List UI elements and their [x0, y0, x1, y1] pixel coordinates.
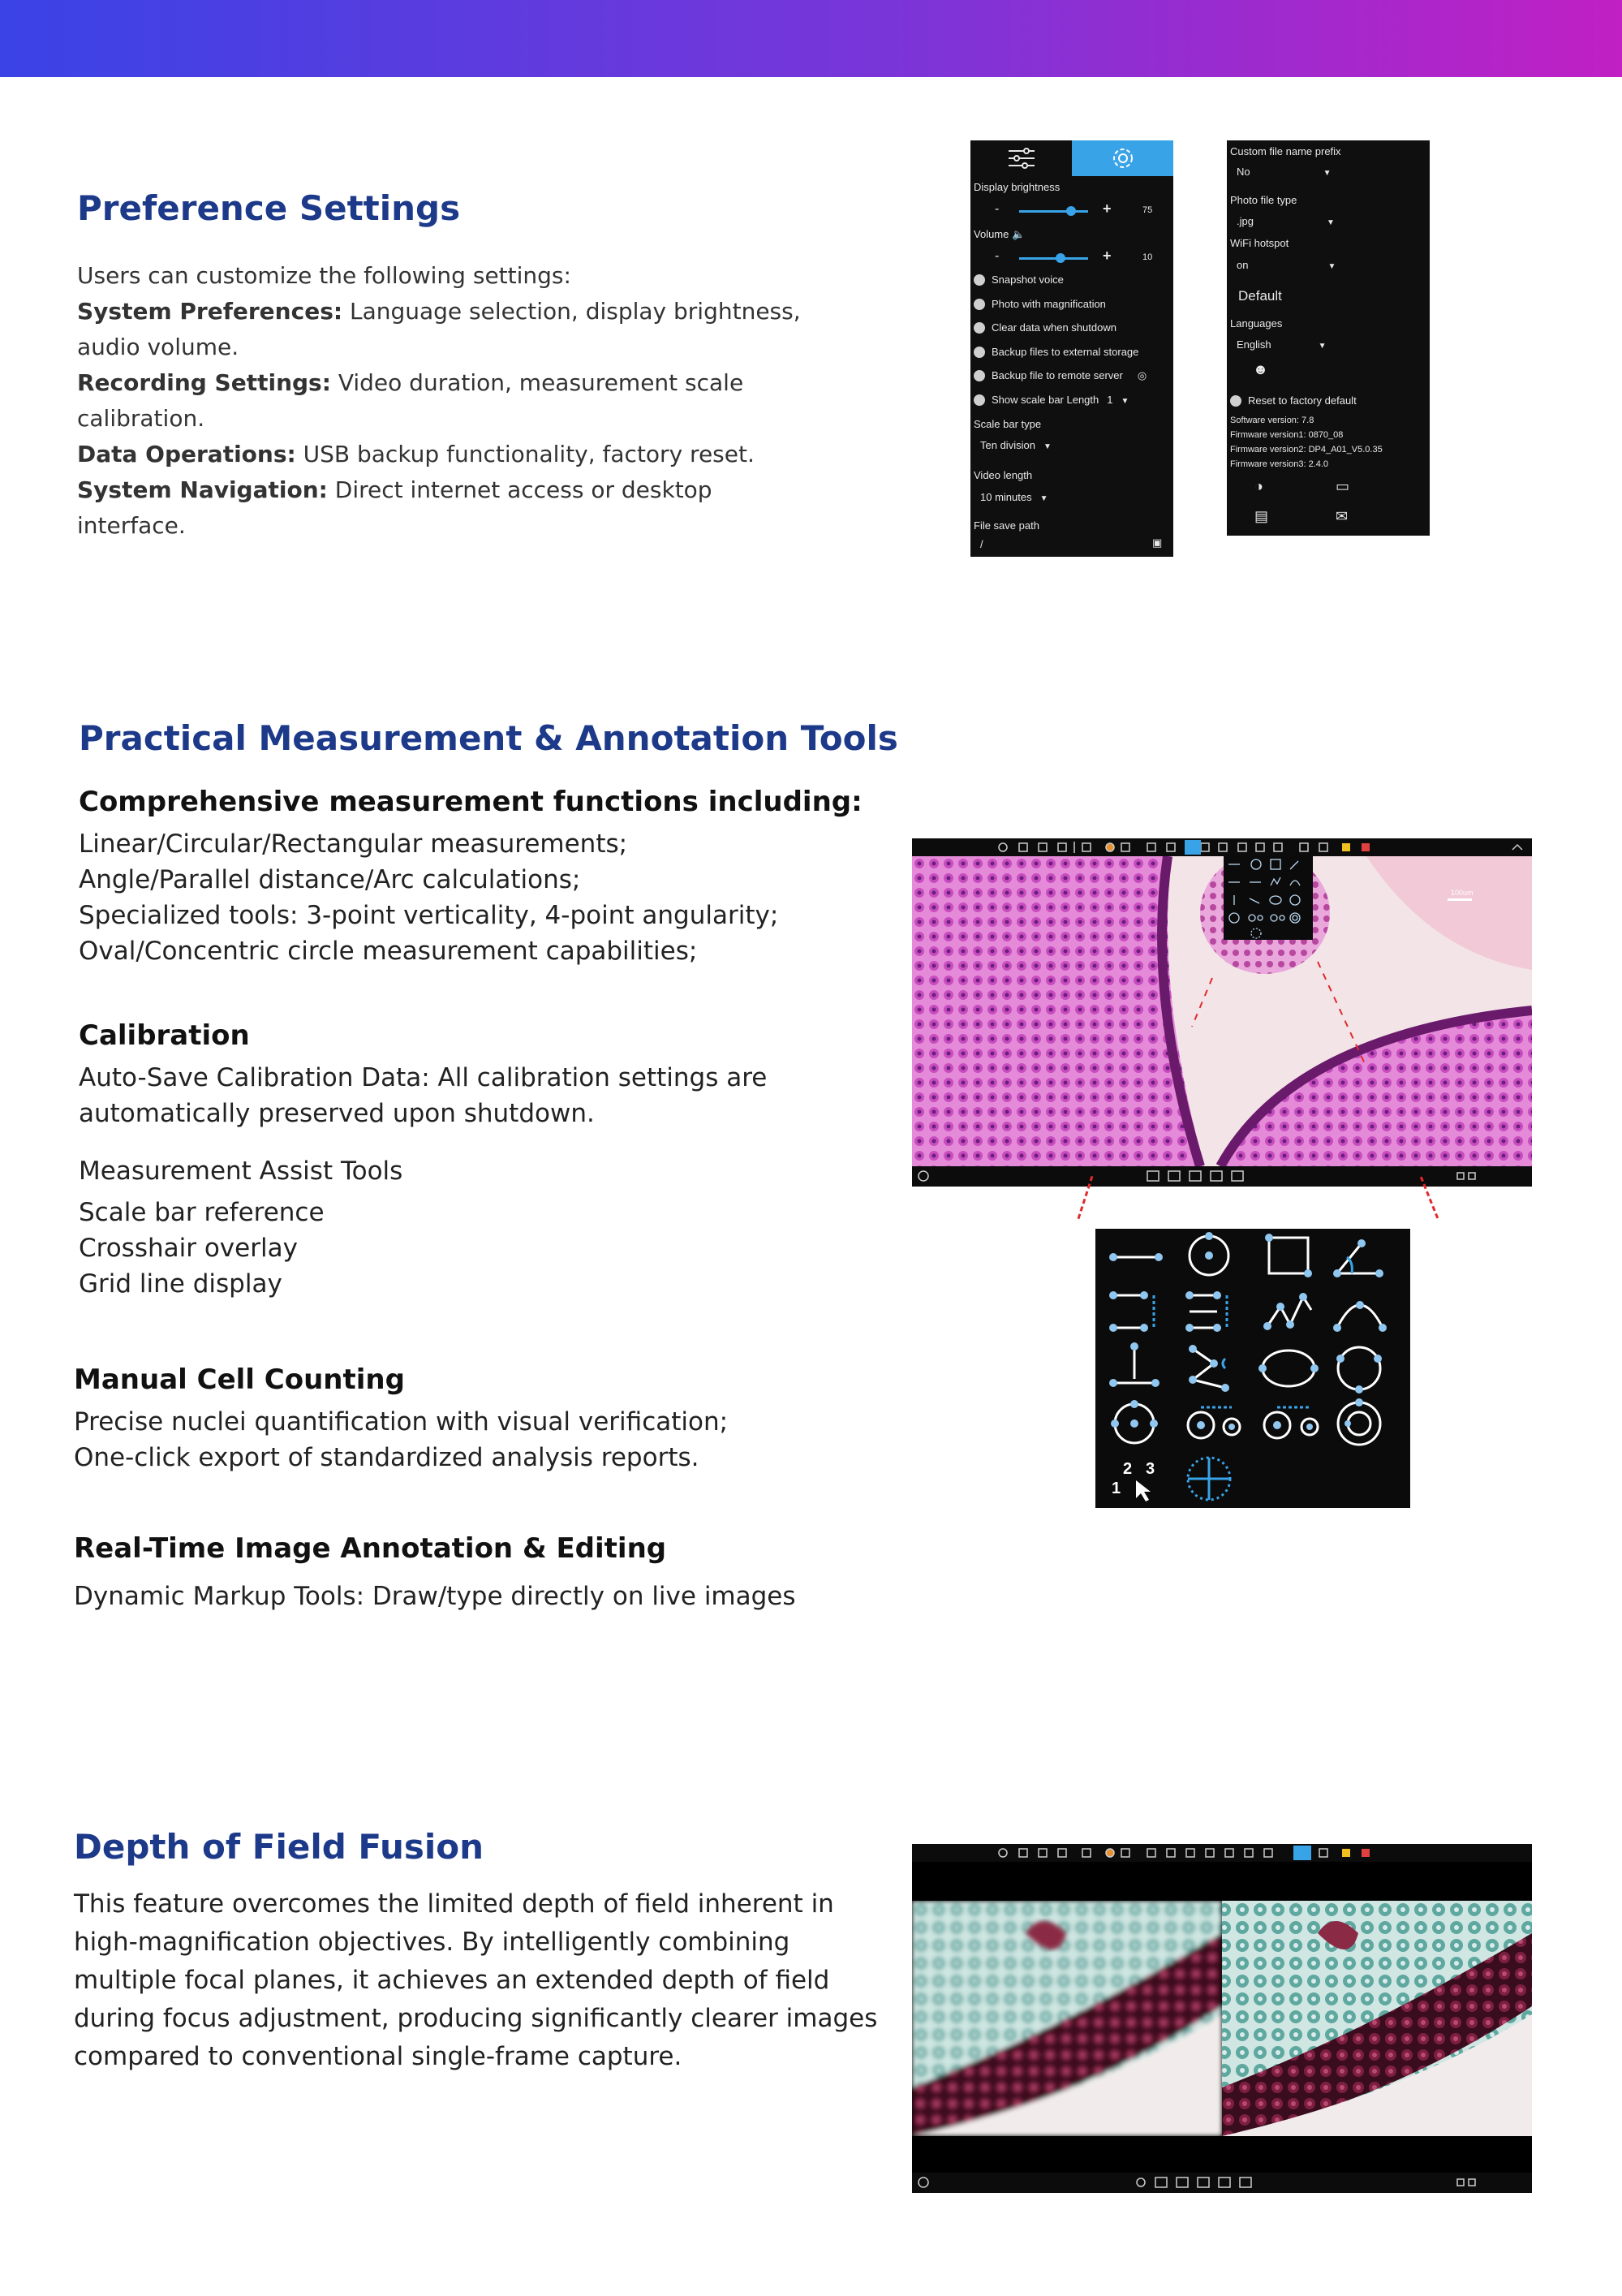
preference-intro: Users can customize the following settings:	[77, 262, 571, 289]
svg-text:1: 1	[1112, 1480, 1121, 1497]
measurement-subtitle: Comprehensive measurement functions including:	[79, 786, 863, 818]
assist-line: Scale bar reference	[79, 1198, 325, 1227]
video-length-label: Video length	[974, 469, 1033, 481]
measurement-title: Practical Measurement & Annotation Tools	[79, 718, 898, 758]
globe-icon: ◎	[1137, 369, 1147, 381]
video-length-select[interactable]: 10 minutes ▼	[980, 491, 1048, 503]
photo-type-select[interactable]: .jpg ▼	[1237, 215, 1335, 227]
wifi-select[interactable]: on ▼	[1237, 259, 1336, 271]
chevron-down-icon: ▼	[1323, 169, 1332, 178]
scale-bar-type-label: Scale bar type	[974, 418, 1042, 430]
toolbar-icons	[912, 838, 1532, 856]
two-circle-distance-tool-icon	[1188, 1407, 1240, 1438]
check-icon	[974, 322, 985, 334]
calibration-title: Calibration	[79, 1019, 250, 1052]
preference-item: System Preferences: Language selection, display brightness, audio volume.	[77, 298, 801, 360]
bottom-toolbar-icons	[912, 2173, 1532, 2193]
fusion-line: This feature overcomes the limited depth of field inherent in	[74, 1889, 834, 1919]
reset-factory-button[interactable]: Reset to factory default	[1230, 394, 1357, 407]
perpendicular-tool-icon	[1113, 1346, 1155, 1383]
calibration-line: automatically preserved upon shutdown.	[79, 1099, 595, 1128]
four-point-angle-tool-icon	[1193, 1349, 1225, 1388]
measurement-line: Linear/Circular/Rectangular measurements;	[79, 829, 628, 859]
measurement-tool-palette	[1095, 1229, 1410, 1508]
tool-dropdown-icons	[1224, 856, 1313, 940]
settings-panel-right	[1227, 140, 1430, 536]
fusion-line: compared to conventional single-frame capture.	[74, 2042, 682, 2071]
chevron-down-icon: ▼	[1039, 494, 1048, 503]
assist-line: Crosshair overlay	[79, 1234, 298, 1263]
chevron-down-icon: ▼	[1327, 262, 1336, 271]
svg-text:2: 2	[1123, 1460, 1133, 1478]
volume-value: 10	[1142, 252, 1153, 262]
measurement-line: Specialized tools: 3-point verticality, 4-point angularity;	[79, 901, 779, 930]
top-toolbar	[912, 838, 1532, 856]
multi-parallel-tool-icon	[1190, 1295, 1227, 1328]
file-save-path-value: /	[980, 538, 983, 550]
scale-bar-label: 100um	[1451, 889, 1474, 897]
chevron-down-icon: ▼	[1121, 397, 1129, 406]
wifi-label: WiFi hotspot	[1230, 237, 1289, 249]
user-settings-icon[interactable]: ☻	[1253, 361, 1268, 377]
three-point-circle-tool-icon	[1338, 1347, 1380, 1389]
preference-description	[77, 258, 807, 544]
languages-label: Languages	[1230, 317, 1283, 330]
tissue-image	[912, 856, 1532, 1166]
bottom-toolbar-icons	[912, 1166, 1532, 1187]
sliders-icon	[1007, 146, 1036, 170]
microscope-measurement-screenshot	[912, 838, 1532, 1187]
firmware-version-3: Firmware version3: 2.4.0	[1230, 459, 1329, 469]
chevron-down-icon: ▼	[1318, 342, 1327, 351]
preference-item: Data Operations: USB backup functionality, factory reset.	[77, 441, 755, 467]
toggle-backup-remote[interactable]: Backup file to remote server ◎	[974, 369, 1147, 382]
volume-slider[interactable]	[1019, 257, 1088, 260]
top-toolbar	[912, 1844, 1532, 1862]
check-icon	[974, 370, 985, 381]
calibration-line: Auto-Save Calibration Data: All calibration settings are	[79, 1063, 768, 1092]
header-gradient-bar	[0, 0, 1622, 77]
bottom-toolbar	[912, 1166, 1532, 1187]
chevron-down-icon: ▼	[1326, 218, 1335, 227]
browser-icon[interactable]: ◑	[1254, 478, 1263, 494]
measurement-line: Oval/Concentric circle measurement capabilities;	[79, 937, 698, 966]
settings-panel-left	[970, 140, 1173, 557]
assist-line: Grid line display	[79, 1269, 282, 1299]
parallel-tool-icon	[1113, 1295, 1154, 1328]
document-icon[interactable]: ▤	[1254, 508, 1269, 524]
brightness-slider-handle[interactable]	[1066, 206, 1076, 216]
bottom-toolbar	[912, 2173, 1532, 2193]
settings-tabs	[970, 140, 1173, 176]
tool-dropdown	[1224, 856, 1313, 940]
check-icon	[1230, 395, 1241, 407]
toggle-clear-data[interactable]: Clear data when shutdown	[974, 321, 1116, 334]
crosshair-tool-icon	[1188, 1458, 1230, 1500]
counting-title: Manual Cell Counting	[74, 1363, 405, 1396]
prefix-label: Custom file name prefix	[1230, 145, 1341, 157]
volume-plus-button[interactable]: +	[1103, 248, 1112, 264]
fusion-line: during focus adjustment, producing significantly clearer images	[74, 2004, 878, 2033]
fusion-line: multiple focal planes, it achieves an extended depth of field	[74, 1966, 830, 1995]
desktop-icon[interactable]: ▭	[1336, 478, 1350, 494]
counting-line: One-click export of standardized analysis reports.	[74, 1443, 699, 1472]
scale-bar-type-select[interactable]: Ten division ▼	[980, 439, 1052, 451]
assist-title: Measurement Assist Tools	[79, 1157, 403, 1186]
concentric-circle-tool-icon	[1338, 1402, 1380, 1445]
fusion-images	[912, 1901, 1532, 2136]
gear-icon	[1109, 144, 1137, 172]
fusion-line: high-magnification objectives. By intelligently combining	[74, 1928, 790, 1957]
tool-palette-icons	[1095, 1229, 1410, 1508]
brightness-slider[interactable]	[1019, 210, 1088, 213]
brightness-minus-button[interactable]: -	[995, 202, 1000, 216]
counting-line: Precise nuclei quantification with visual verification;	[74, 1407, 729, 1437]
check-icon	[974, 347, 985, 358]
check-icon	[974, 394, 985, 406]
firmware-version-1: Firmware version1: 0870_08	[1230, 430, 1344, 440]
fusion-title: Depth of Field Fusion	[74, 1827, 484, 1867]
software-version: Software version: 7.8	[1230, 416, 1314, 425]
circle-gap-tool-icon	[1264, 1407, 1318, 1438]
volume-minus-button[interactable]: -	[995, 249, 1000, 263]
toggle-photo-magnification[interactable]: Photo with magnification	[974, 298, 1106, 310]
volume-slider-handle[interactable]	[1056, 253, 1065, 263]
speaker-icon: 🔈	[1012, 228, 1026, 240]
svg-text:3: 3	[1146, 1460, 1155, 1478]
prefix-select[interactable]: No ▼	[1237, 166, 1332, 178]
feedback-icon[interactable]: ✉	[1336, 508, 1349, 524]
brightness-value: 75	[1142, 205, 1153, 215]
check-icon	[974, 299, 985, 310]
file-save-path-label: File save path	[974, 519, 1039, 532]
language-select[interactable]: English ▼	[1237, 338, 1327, 351]
chevron-down-icon: ▼	[1043, 442, 1052, 451]
preference-title: Preference Settings	[77, 188, 461, 228]
check-icon	[974, 274, 985, 286]
measurement-line: Angle/Parallel distance/Arc calculations;	[79, 865, 581, 894]
angle-tool-icon	[1337, 1243, 1379, 1273]
annotation-line: Dynamic Markup Tools: Draw/type directly on live images	[74, 1582, 796, 1611]
tab-settings[interactable]	[1072, 140, 1173, 176]
preference-item: System Navigation: Direct internet access or desktop interface.	[77, 476, 712, 539]
cell-count-tool-icon	[1112, 1460, 1155, 1501]
toggle-backup-external[interactable]: Backup files to external storage	[974, 346, 1138, 358]
rectangle-tool-icon	[1269, 1238, 1308, 1273]
tab-adjustments[interactable]	[970, 140, 1072, 176]
photo-type-label: Photo file type	[1230, 194, 1297, 206]
volume-label: Volume 🔈	[974, 228, 1026, 240]
firmware-version-2: Firmware version2: DP4_A01_V5.0.35	[1230, 445, 1383, 454]
brightness-plus-button[interactable]: +	[1103, 200, 1112, 217]
brightness-label: Display brightness	[974, 181, 1061, 193]
toggle-scale-bar-length[interactable]: Show scale bar Length 1 ▼	[974, 394, 1129, 406]
folder-icon[interactable]: ▣	[1152, 536, 1163, 549]
toolbar-icons	[912, 1844, 1532, 1862]
preference-item: Recording Settings: Video duration, measurement scale calibration.	[77, 369, 744, 432]
ellipse-tool-icon	[1263, 1350, 1314, 1386]
microscope-fusion-screenshot	[912, 1844, 1532, 2193]
default-label: Default	[1238, 288, 1282, 304]
annotation-title: Real-Time Image Annotation & Editing	[74, 1532, 667, 1565]
toggle-snapshot-voice[interactable]: Snapshot voice	[974, 274, 1064, 286]
